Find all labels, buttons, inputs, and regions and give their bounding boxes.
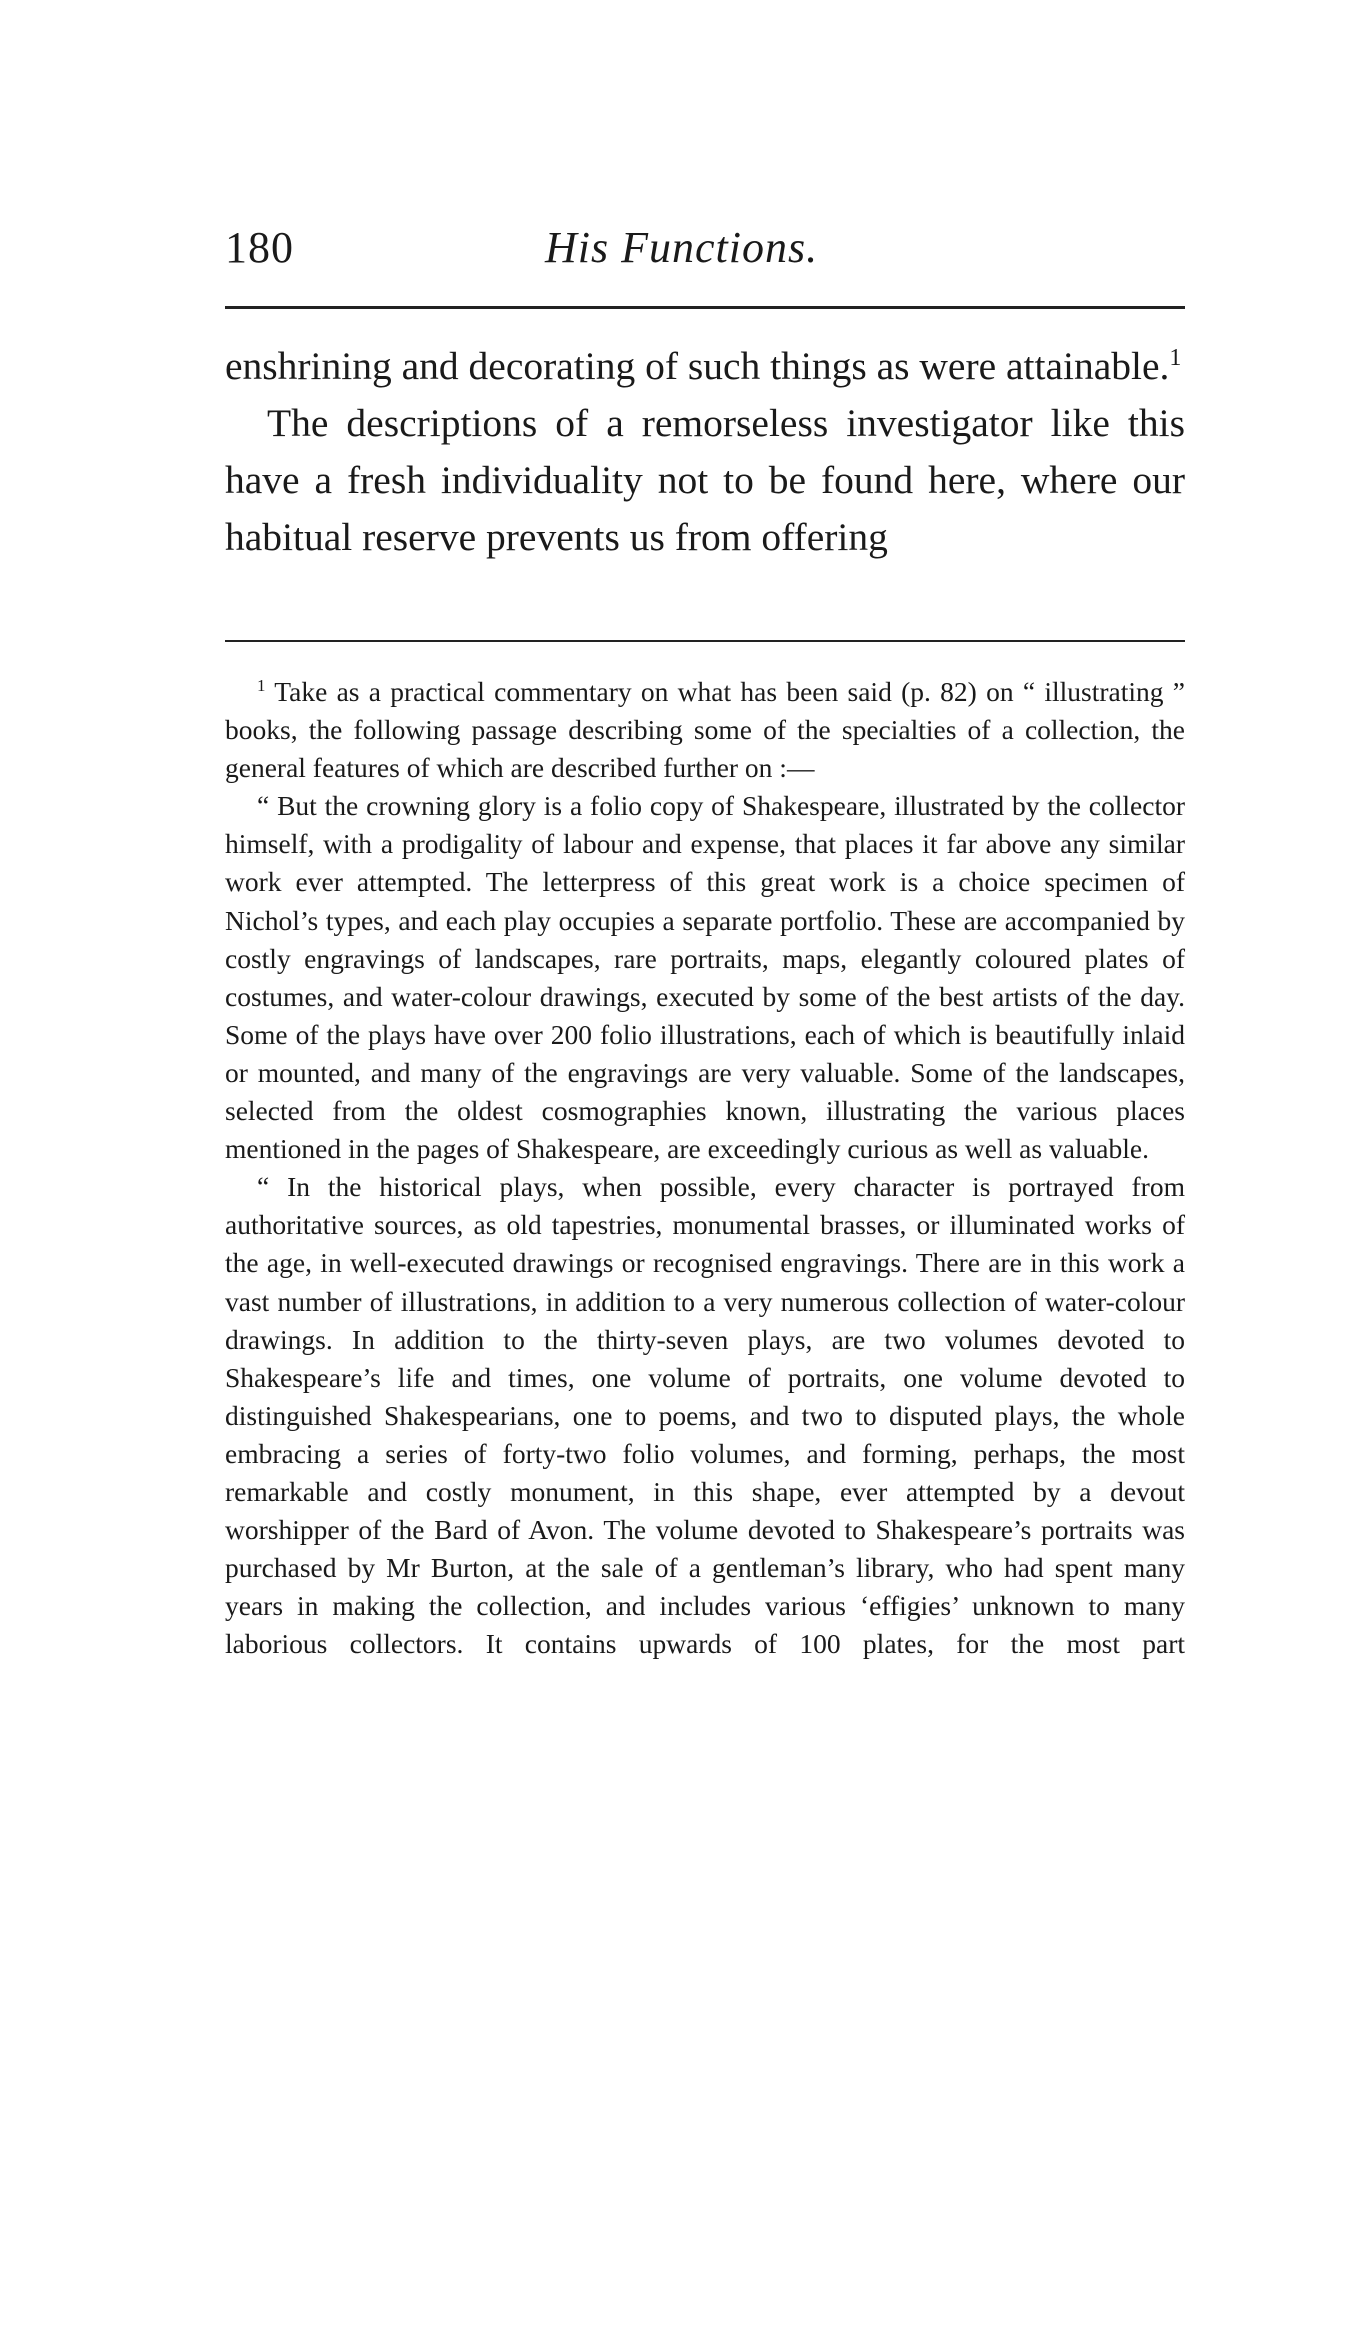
footnote-rule [225, 640, 1185, 642]
running-header [225, 222, 1185, 292]
footnote-reference[interactable]: 1 [1169, 344, 1182, 371]
main-text [225, 338, 1185, 566]
footnote-intro [225, 673, 1185, 787]
page-number: 180 [225, 223, 294, 272]
footnote-quote: “ In the historical plays, when possible, every character is portrayed from authoritative sources, as old tapestries, monumental brasses, or illuminated works of the age, in well-executed drawings or recognised engravings. There are in this work a vast number of illustrations, in addition to a very numerous collection of water-colour drawings. In addition to the thirty-seven plays, are two volumes devoted to Shakespeare’s life and times, one volume of portraits, one volume devoted to distinguished Shakespearians, one to poems, and two to disputed plays, the whole embracing a series of forty-two folio volumes, and forming, perhaps, the most remarkable and costly monument, in this shape, ever attempted by a devout worshipper of the Bard of Avon. The volume devoted to Shakespeare’s portraits was purchased by Mr Burton, at the sale of a gentleman’s library, who had spent many years in making the collection, and includes various ‘effigies’ unknown to many laborious collectors. It contains upwards of 100 plates, for the most part [225, 1171, 1185, 1660]
paragraph-continued-text: enshrining and decorating of such things as were attainable. [225, 344, 1170, 388]
footnote-quote: “ But the crowning glory is a folio copy of Shakespeare, illustrated by the collector himself, with a prodigality of labour and expense, that places it far above any similar work ever attempted. The letterpress of this great work is a choice specimen of Nichol’s types, and each play occupies a separate portfolio. These are accompanied by costly engravings of landscapes, rare portraits, maps, elegantly coloured plates of costumes, and water-colour drawings, executed by some of the best artists of the day. Some of the plays have over 200 folio illustrations, each of which is beautifully inlaid or mounted, and many of the engravings are very valuable. Some of the landscapes, selected from the oldest cosmographies known, illustrating the various places mentioned in the pages of Shakespeare, are exceedingly curious as well as valuable. [225, 790, 1185, 1165]
footnote-marker: 1 [257, 675, 266, 695]
paragraph-continued [225, 338, 1185, 395]
footnote-intro-text: Take as a practical commentary on what has been said (p. 82) on “ illustrating ” books, the following passage describing some of the specialties of a collection, the general features of which are described further on :— [225, 676, 1185, 784]
footnote-block [225, 673, 1185, 1663]
header-rule [225, 306, 1185, 309]
running-title: His Functions. [545, 223, 819, 272]
paragraph: The descriptions of a remorseless investigator like this have a fresh individuality not to be found here, where our habitual reserve prevents us from offering [225, 401, 1185, 559]
